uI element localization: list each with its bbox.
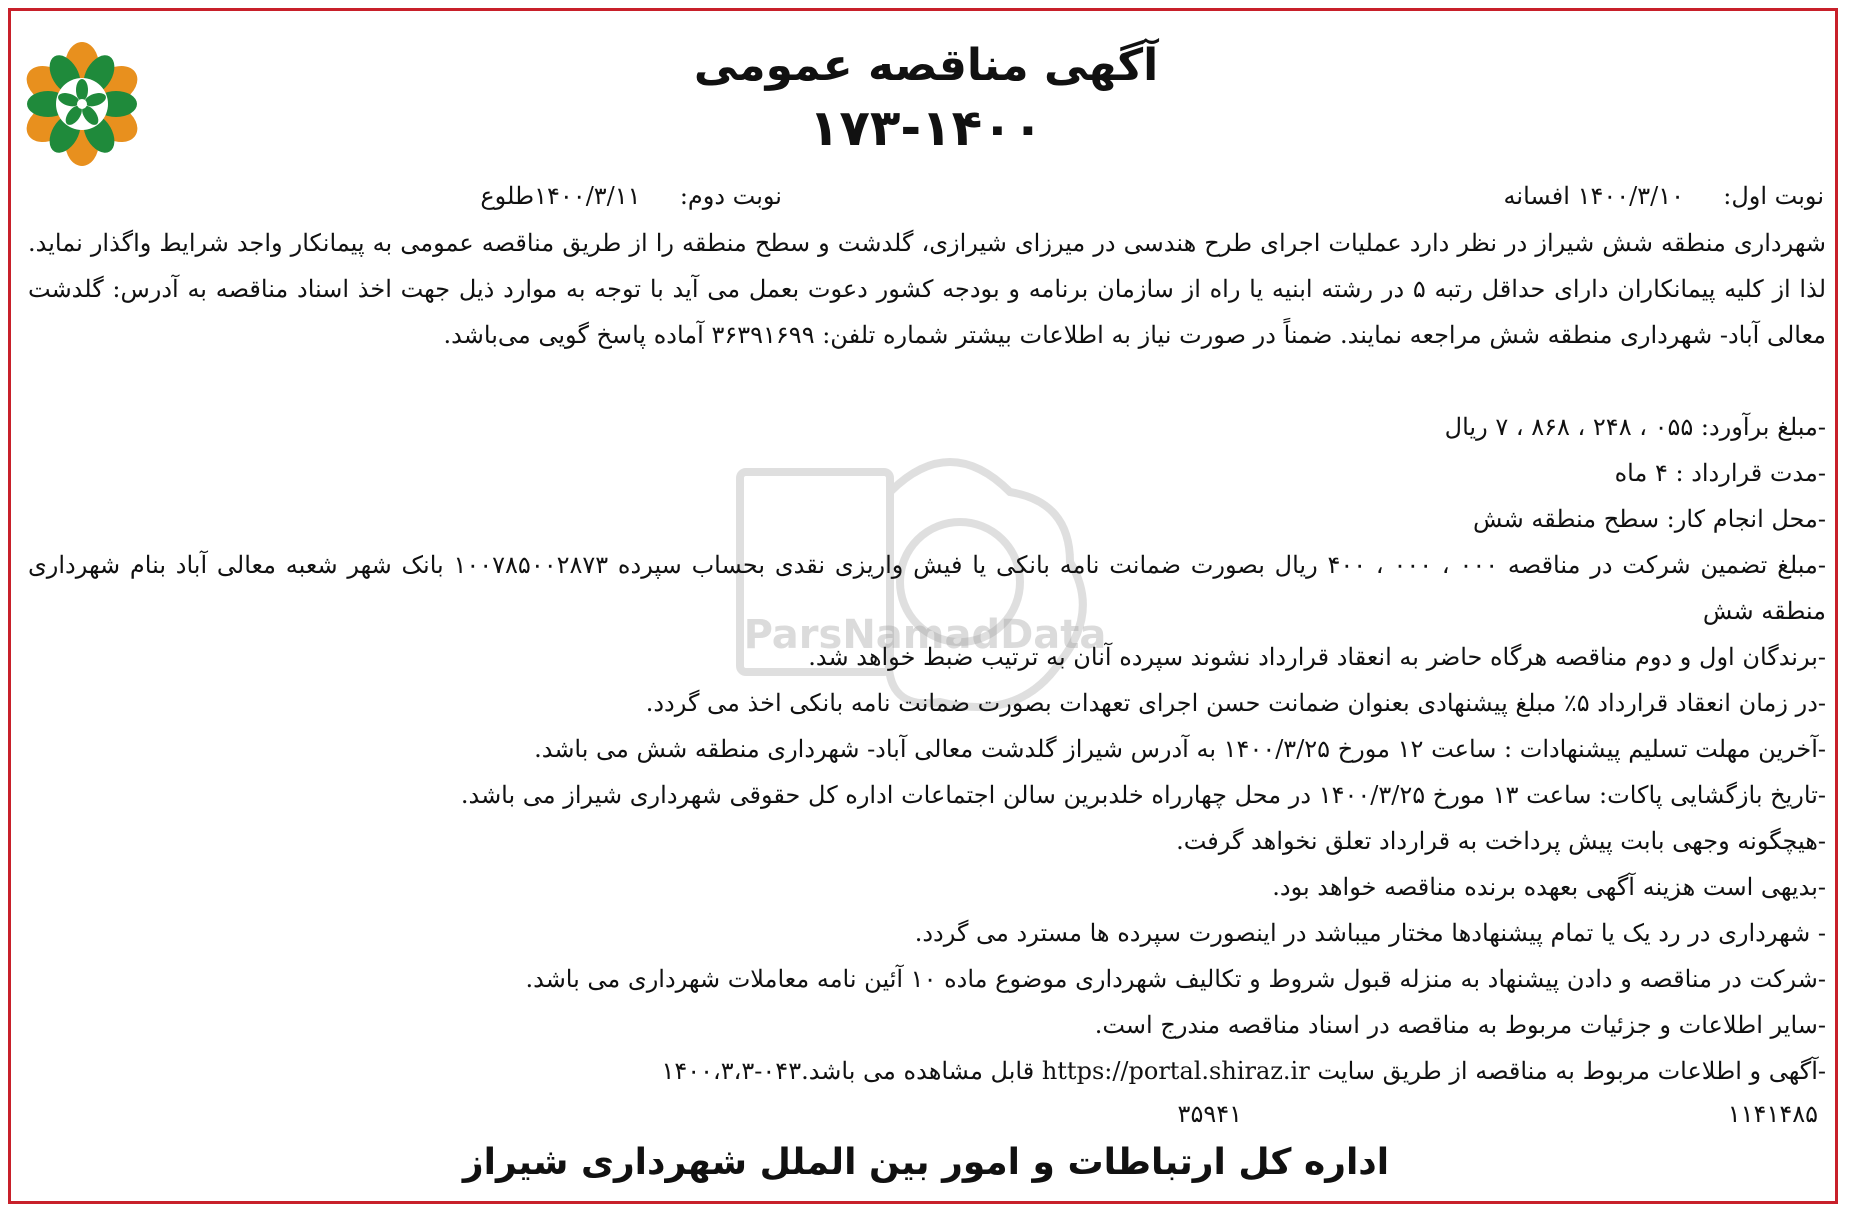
notice-title: آگهی مناقصه عمومی <box>693 40 1159 91</box>
item-ad-cost: -بدیهی است هزینه آگهی بعهده برنده مناقصه خواهد بود. <box>1272 873 1826 901</box>
second-round <box>480 178 782 214</box>
second-round-label: نوبت دوم: <box>679 182 782 210</box>
watermark-brand: ParsNamadData <box>743 612 1107 658</box>
item-estimate: -مبلغ برآورد: ۰۵۵ ، ۲۴۸ ، ۸۶۸ ، ۷ ریال <box>1444 413 1826 441</box>
second-round-value: ۱۴۰۰/۳/۱۱طلوع <box>480 182 641 210</box>
item-opening: -تاریخ بازگشایی پاکات: ساعت ۱۳ مورخ ۱۴۰۰/۳/۲۵ در محل چهارراه خلدبرین سالن اجتماعات اداره کل حقوقی شهرداری شیراز می باشد. <box>460 781 1826 809</box>
code-center: ۳۵۹۴۱ <box>1177 1100 1242 1128</box>
item-duration: -مدت قرارداد : ۴ ماه <box>1614 459 1826 487</box>
item-deadline: -آخرین مهلت تسلیم پیشنهادات : ساعت ۱۲ مورخ ۱۴۰۰/۳/۲۵ به آدرس شیراز گلدشت معالی آباد- شهرداری منطقه شش می باشد. <box>534 735 1826 763</box>
first-round-value: ۱۴۰۰/۳/۱۰ افسانه <box>1503 182 1684 210</box>
item-performance-bond: -در زمان انعقاد قرارداد ۵٪ مبلغ پیشنهادی بعنوان ضمانت حسن اجرای تعهدات بصورت ضمانت نامه بانکی اخذ می گردد. <box>645 689 1826 717</box>
item-winners: -برندگان اول و دوم مناقصه هرگاه حاضر به انعقاد قرارداد نشوند سپرده آنان به ترتیب ضبط خواهد شد. <box>808 643 1826 671</box>
first-round <box>1504 178 1824 214</box>
department-signature: اداره کل ارتباطات و امور بین الملل شهرداری شیراز <box>462 1142 1390 1183</box>
item-guarantee: -مبلغ تضمین شرکت در مناقصه ۰۰۰ ، ۰۰۰ ، ۴۰۰ ریال بصورت ضمانت نامه بانکی یا فیش واریزی نقدی بحساب سپرده ۱۰۰۷۸۵۰۰۲۸۷۳ بانک شهر شعبه معالی آباد بنام شهرداری منطقه شش <box>28 551 1826 625</box>
first-round-label: نوبت اول: <box>1723 182 1824 210</box>
notice-number: ۱۷۳-۱۴۰۰ <box>808 99 1044 157</box>
item-location: -محل انجام کار: سطح منطقه شش <box>1473 505 1826 533</box>
item-website: -آگهی و اطلاعات مربوط به مناقصه از طریق سایت https://portal.shiraz.ir قابل مشاهده می باشد.۰۴۳-۱۴۰۰،۳،۳ <box>661 1057 1826 1085</box>
item-rejection: - شهرداری در رد یک یا تمام پیشنهادها مختار میباشد در اینصورت سپرده ها مسترد می گردد. <box>914 919 1826 947</box>
item-other-info: -سایر اطلاعات و جزئیات مربوط به مناقصه در اسناد مناقصه مندرج است. <box>1094 1011 1826 1039</box>
item-acceptance: -شرکت در مناقصه و دادن پیشنهاد به منزله قبول شروط و تکالیف شهرداری موضوع ماده ۱۰ آئین نامه معاملات شهرداری می باشد. <box>525 965 1826 993</box>
code-right: ۱۱۴۱۴۸۵ <box>1727 1100 1818 1128</box>
notice-intro: شهرداری منطقه شش شیراز در نظر دارد عملیات اجرای طرح هندسی در میرزای شیرازی، گلدشت و سطح منطقه را از طریق مناقصه عمومی به پیمانکار واجد شرایط واگذار نماید. لذا از کلیه پیمانکاران دارای حداقل رتبه ۵ در رشته ابنیه یا راه از سازمان برنامه و بودجه کشور دعوت بعمل می آید با توجه به موارد ذیل جهت اخذ اسناد مناقصه به آدرس: گلدشت معالی آباد- شهرداری منطقه شش مراجعه نمایند. ضمناً در صورت نیاز به اطلاعات بیشتر شماره تلفن: ۳۶۳۹۱۶۹۹ آماده پاسخ گویی می‌باشد. <box>28 229 1827 349</box>
item-no-prepayment: -هیچگونه وجهی بابت پیش پرداخت به قرارداد تعلق نخواهد گرفت. <box>1176 827 1826 855</box>
